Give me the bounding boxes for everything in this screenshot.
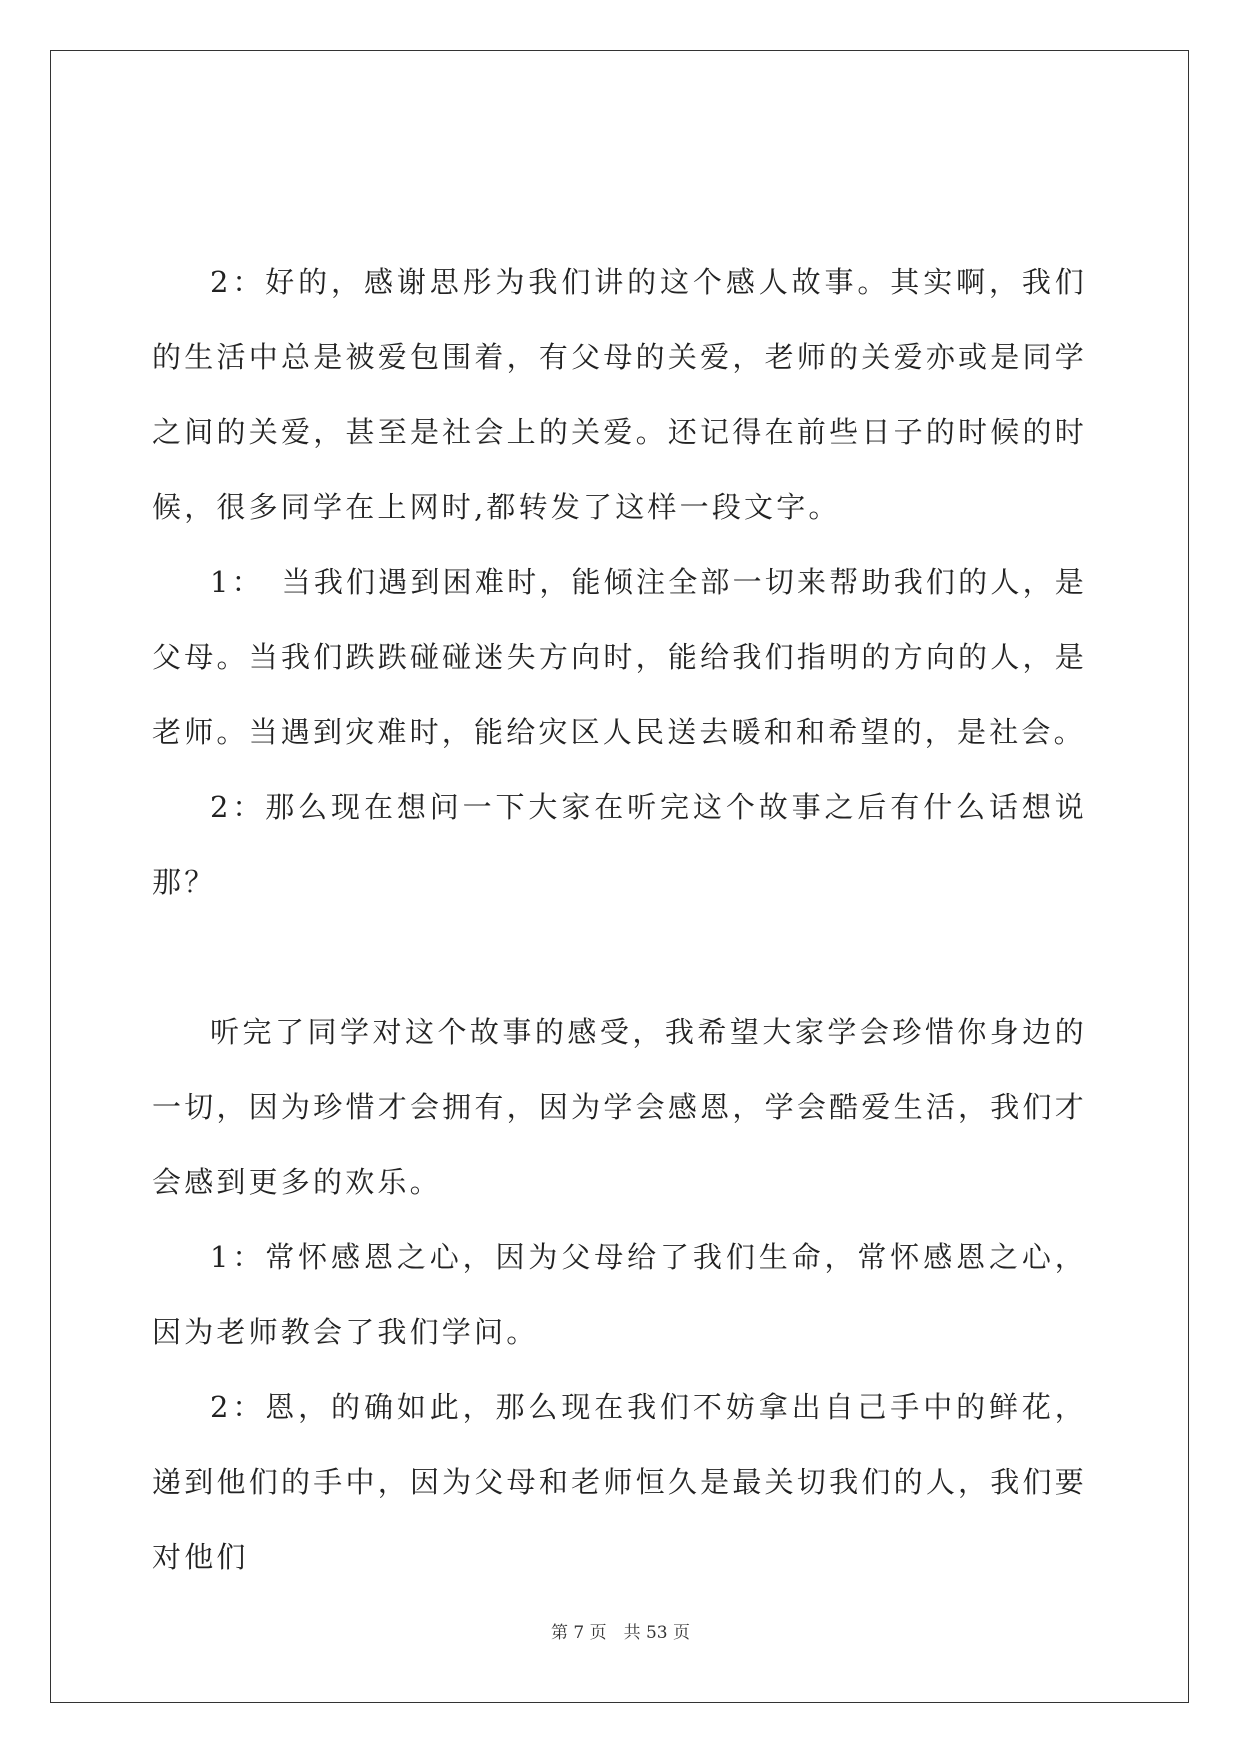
document-body — [152, 245, 1087, 1595]
paragraph-2: 1： 当我们遇到困难时，能倾注全部一切来帮助我们的人，是父母。当我们跌跌碰碰迷失方向时，能给我们指明的方向的人，是老师。当遇到灾难时，能给灾区人民送去暖和和希望的，是社会。 — [152, 565, 1087, 749]
paragraph-5: 1：常怀感恩之心，因为父母给了我们生命，常怀感恩之心，因为老师教会了我们学问。 — [152, 1240, 1087, 1349]
paragraph-gap — [152, 920, 1087, 995]
paragraph-4: 听完了同学对这个故事的感受，我希望大家学会珍惜你身边的一切，因为珍惜才会拥有，因为学会感恩，学会酷爱生活，我们才会感到更多的欢乐。 — [152, 1015, 1087, 1199]
page-footer — [0, 1618, 1241, 1643]
paragraph-6: 2：恩，的确如此，那么现在我们不妨拿出自己手中的鲜花，递到他们的手中，因为父母和老师恒久是最关切我们的人，我们要对他们 — [152, 1390, 1087, 1574]
paragraph-1: 2：好的，感谢思彤为我们讲的这个感人故事。其实啊，我们的生活中总是被爱包围着，有父母的关爱，老师的关爱亦或是同学之间的关爱，甚至是社会上的关爱。还记得在前些日子的时候的时候，很多同学在上网时,都转发了这样一段文字。 — [152, 265, 1087, 524]
page-number-label: 第 7 页 共 53 页 — [550, 1623, 691, 1643]
paragraph-3: 2：那么现在想问一下大家在听完这个故事之后有什么话想说那？ — [152, 790, 1087, 899]
